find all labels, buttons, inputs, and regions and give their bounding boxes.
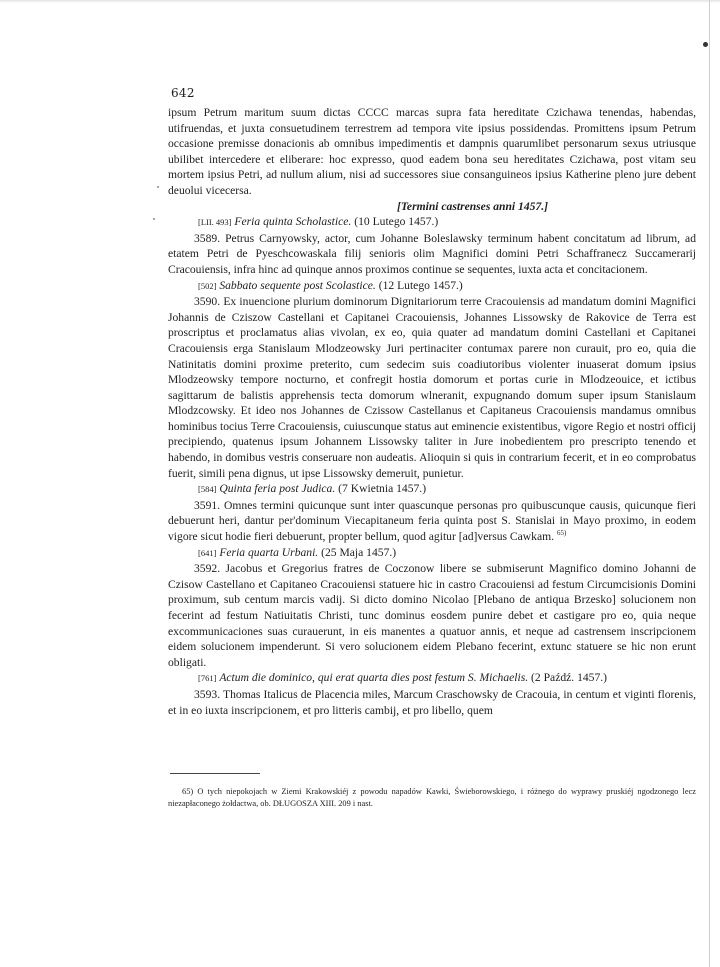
entry-ref: [641] [198, 547, 217, 558]
scan-right-edge [709, 0, 710, 967]
entry-number: 3590. [194, 295, 221, 309]
entry-text: Ex inuencione plurium dominorum Dignitariorum terre Cracouiensis ad mandatum domini Magnifici Johannis de Cziszow Castellani et Capitanei Cracouiensis, Johannes Lissowsky de Rakovice de Terra est proscriptus et proclamatus alias vivolan, ex eo, quia quater ad mandatum domini Castellani et Capitanei Cracouiensis erga Stanislaum Mlodzeowsky Juri pertinaciter contumax parere non curauit, pro eo, quia die Natinitatis domini proxime preterito, cum sedecim suis coadiutoribus violenter inuaserat domum ipsius Mlodzeowsky tempore nocturno, et confregit hostia domorum et portas curie in Mlodzeouice, et ictibus sagittarum de balistis apprehensis tecta domorum wlneranit, expugnando domum super ipsum Stanislaum Mlodzcowsky. Et ideo nos Johannes de Czissow Castellanus et Capitaneus Cracouiensis mandamus omnibus hominibus tocius Terre Cracouiensis, cuiuscunque status aut eminencie existentibus, vigore Regio et nostri officij precipiendo, quatenus ipsum Johannem Lissowsky taliter in Jure inobedientem pro prescripto tenendo et habendo, in domibus vestris conseruare non audeatis. Alioquin si quis in contrarium fecerit, et in eo comprobatus fuerit, simili pena dignus, ut ipse Lissowsky demeruit, punietur. [168, 295, 696, 480]
entry-feast: Quinta feria post Judica. [219, 482, 336, 496]
ink-dot [703, 42, 708, 47]
ink-speck [157, 186, 159, 188]
entry-date-line [168, 481, 696, 498]
entry-paragraph [168, 498, 696, 545]
section-heading: [Termini castrenses anni 1457.] [397, 199, 548, 213]
page-number: 642 [171, 86, 195, 100]
ink-speck [153, 218, 155, 220]
entry-date: (10 Lutego 1457.) [354, 215, 439, 229]
entry-number: 3592. [194, 562, 221, 576]
entry-feast: Feria quarta Urbani. [219, 545, 319, 559]
entry-date-line [168, 214, 696, 231]
entry-date: (25 Maja 1457.) [321, 545, 397, 559]
opening-paragraph: ipsum Petrum maritum suum dictas CCCC marcas supra fata hereditate Czichawa tenendas, habendas, utifruendas, et juxta consuetudinem terrestrem ad tempora vite ipsius possidendas. Promittens ipsum Petrum occasione premisse donacionis ab omnibus impedimentis et dampnis quarumlibet personarum sexus utriusque ubilibet intercedere et eliberare: hoc expresso, quod eadem bona seu hereditates Czichawa, post vitam seu mortem ipsius Petri, ad nullum alium, nisi ad successores siue consanguineos ipsius Katherine pleno jure debent deuolui vicecersa. [168, 106, 696, 197]
entry-date: (2 Paźdź. 1457.) [531, 671, 608, 685]
entry-ref: [502] [198, 280, 217, 291]
entry-text: Jacobus et Gregorius fratres de Coczonow libere se submiserunt Magnifico domino Johanni de Czisow Castellano et Capitaneo Cracouiensi statuere hic in castro Cracouiensi ad festum Circumcisionis Domini proximum, sub centum marcis vadij. Si dicto domino Nicolao [Plebano de antiqua Brzesko] solucionem non fecerint ad festum Natiuitatis Christi, tunc dominus eosdem punire debet et castigare pro eo, quia neque excommunicaciones suas curauerunt, in eis manentes a quatuor annis, et neque ad castrensem inscripcionem eidem solucionem impenderunt. Si vero solucionem eidem Plebano fecerint, extunc statuere se hic non erunt obligati. [168, 562, 696, 669]
entry-ref: [584] [198, 484, 217, 495]
entry-text: Thomas Italicus de Placencia miles, Marcum Craschowsky de Cracouia, in centum et viginti florenis, et in eo iuxta inscripcionem, et pro litteris cambij, et pro libello, quem [168, 687, 696, 717]
entry-paragraph [168, 561, 696, 670]
entry-ref: [LII. 493] [198, 217, 232, 228]
entry-date-line [168, 545, 696, 562]
entry-number: 3589. [194, 231, 221, 245]
entry-number: 3591. [194, 498, 221, 512]
footnote-text: O tych niepokojach w Ziemi Krakowskiéj z powodu napadów Kawki, Świeborowskiego, i różnego do wyprawy pruskiéj ngodzonego lecz niezapłaconego żołdactwa, ob. DŁUGOSZA XIII. 209 i nast. [168, 787, 697, 808]
page-body [168, 105, 696, 718]
entry-number: 3593. [194, 687, 221, 701]
entry-date: (7 Kwietnia 1457.) [338, 482, 427, 496]
entry-text: Petrus Carnyowsky, actor, cum Johanne Boleslawsky terminum habent concitatum ad librum, ad etatem Petri de Pyeschcowaskala filij senioris olim Magnifici domini Petri Schaffranecz Succamerarij Cracouiensis, infra hinc ad quinque annos proximos continue se sequentes, iuxta acta et concitacionem. [168, 231, 696, 276]
entry-date-line [168, 670, 696, 687]
entry-paragraph [168, 294, 696, 481]
footnote-divider [170, 773, 260, 774]
entry-paragraph [168, 687, 696, 718]
footnote-marker: 65) [182, 787, 194, 796]
entry-text: Omnes termini quicunque sunt inter quascunque personas pro quibuscunque causis, quicunque fieri debuerunt heri, dantur per'dominum Viecapitaneum feria quinta post S. Stanislai in Mayo proximo, in eodem vigore sicut hodie fieri debuerunt, propter bellum, quod agitur [ad]versus Cawkam. [168, 498, 696, 544]
entry-date: (12 Lutego 1457.) [378, 278, 463, 292]
entry-feast: Sabbato sequente post Scolastice. [219, 278, 376, 292]
entry-feast: Feria quinta Scholastice. [234, 215, 352, 229]
entry-ref: [761] [198, 673, 217, 684]
scan-top-edge [0, 0, 720, 3]
entry-date-line [168, 278, 696, 295]
footnote [168, 786, 696, 810]
footnote-reference[interactable]: 65) [556, 529, 567, 538]
entry-paragraph [168, 231, 696, 278]
entry-feast: Actum die dominico, qui erat quarta dies post festum S. Michaelis. [219, 671, 529, 685]
